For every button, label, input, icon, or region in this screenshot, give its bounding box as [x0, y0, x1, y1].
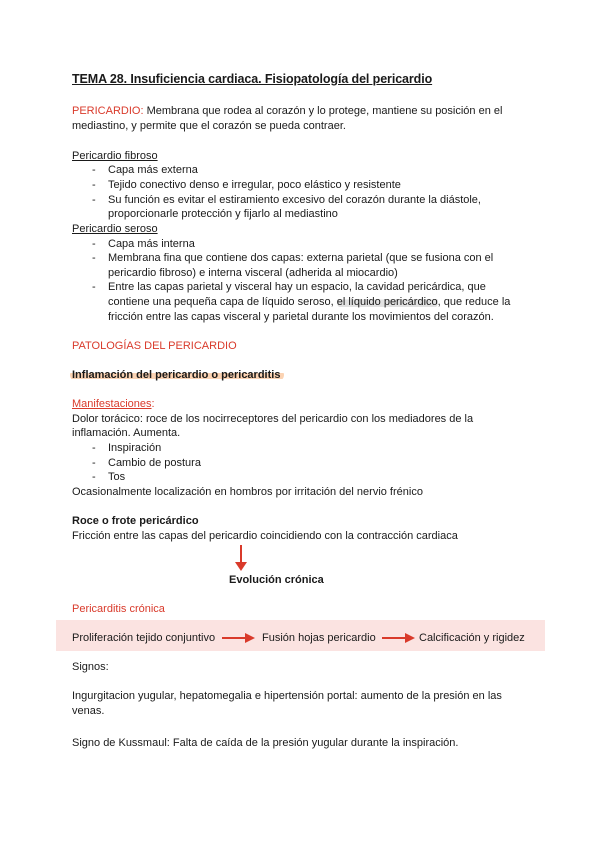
right-arrow-icon: [222, 632, 256, 644]
inflamacion-heading: Inflamación del pericardio o pericarditis: [72, 368, 284, 383]
pericardio-label: PERICARDIO:: [72, 105, 144, 117]
bullet-dash: -: [92, 457, 96, 469]
manifestaciones-item: Cambio de postura: [108, 457, 201, 469]
seroso-item: Membrana fina que contiene dos capas: externa parietal (que se fusiona con el: [108, 252, 494, 264]
seroso-item-continued: fricción entre las capas visceral y parietal durante los movimientos del corazón.: [108, 311, 494, 323]
fibroso-item: Tejido conectivo denso e irregular, poco elástico y resistente: [108, 179, 401, 191]
manifestaciones-text: Ocasionalmente localización en hombros por irritación del nervio frénico: [72, 486, 423, 498]
process-step: Fusión hojas pericardio: [262, 632, 376, 644]
bullet-dash: -: [92, 471, 96, 483]
manifestaciones-item: Tos: [108, 471, 126, 483]
fibroso-heading: Pericardio fibroso: [72, 150, 158, 162]
fibroso-item: Capa más externa: [108, 164, 198, 176]
page-title: TEMA 28. Insuficiencia cardiaca. Fisiopatología del pericardio: [72, 72, 433, 86]
highlighted-term: el líquido pericárdico: [336, 296, 438, 308]
signos-text: Ingurgitacion yugular, hepatomegalia e hipertensión portal: aumento de la presión en las: [72, 690, 502, 702]
pericardio-paragraph-line1: PERICARDIO: Membrana que rodea al corazón y lo protege, mantiene su posición en el: [72, 105, 503, 117]
bullet-dash: -: [92, 238, 96, 250]
seroso-item-continued: contiene una pequeña capa de líquido seroso, el líquido pericárdico, que reduce la: [108, 296, 511, 308]
bullet-dash: -: [92, 179, 96, 191]
roce-text: Fricción entre las capas del pericardio coincidiendo con la contracción cardiaca: [72, 530, 458, 542]
patologias-heading: PATOLOGÍAS DEL PERICARDIO: [72, 340, 237, 352]
bullet-dash: -: [92, 252, 96, 264]
seroso-item: Capa más interna: [108, 238, 195, 250]
seroso-item-continued: pericardio fibroso) e interna visceral (adherida al miocardio): [108, 267, 398, 279]
kussmaul-text: Signo de Kussmaul: Falta de caída de la presión yugular durante la inspiración.: [72, 737, 459, 749]
roce-heading: Roce o frote pericárdico: [72, 515, 199, 527]
bullet-dash: -: [92, 194, 96, 206]
evolucion-label: Evolución crónica: [229, 574, 324, 586]
fibroso-item: Su función es evitar el estiramiento excesivo del corazón durante la diástole,: [108, 194, 481, 206]
manifestaciones-heading: Manifestaciones:: [72, 398, 155, 410]
manifestaciones-item: Inspiración: [108, 442, 162, 454]
bullet-dash: -: [92, 164, 96, 176]
bullet-dash: -: [92, 281, 96, 293]
bullet-dash: -: [92, 442, 96, 454]
signos-text: venas.: [72, 705, 105, 717]
right-arrow-icon: [382, 632, 416, 644]
seroso-heading: Pericardio seroso: [72, 223, 158, 235]
seroso-item: Entre las capas parietal y visceral hay un espacio, la cavidad pericárdica, que: [108, 281, 486, 293]
fibroso-item-continued: proporcionarle protección y fijarlo al mediastino: [108, 208, 338, 220]
down-arrow-icon: [234, 545, 248, 573]
signos-heading: Signos:: [72, 661, 109, 673]
cronica-heading: Pericarditis crónica: [72, 603, 165, 615]
manifestaciones-text: Dolor torácico: roce de los nocirreceptores del pericardio con los mediadores de la: [72, 413, 474, 425]
manifestaciones-text: inflamación. Aumenta.: [72, 427, 181, 439]
process-step: Calcificación y rigidez: [419, 632, 525, 644]
pericardio-paragraph-line2: mediastino, y permite que el corazón se pueda contraer.: [72, 120, 346, 132]
process-step: Proliferación tejido conjuntivo: [72, 632, 216, 644]
